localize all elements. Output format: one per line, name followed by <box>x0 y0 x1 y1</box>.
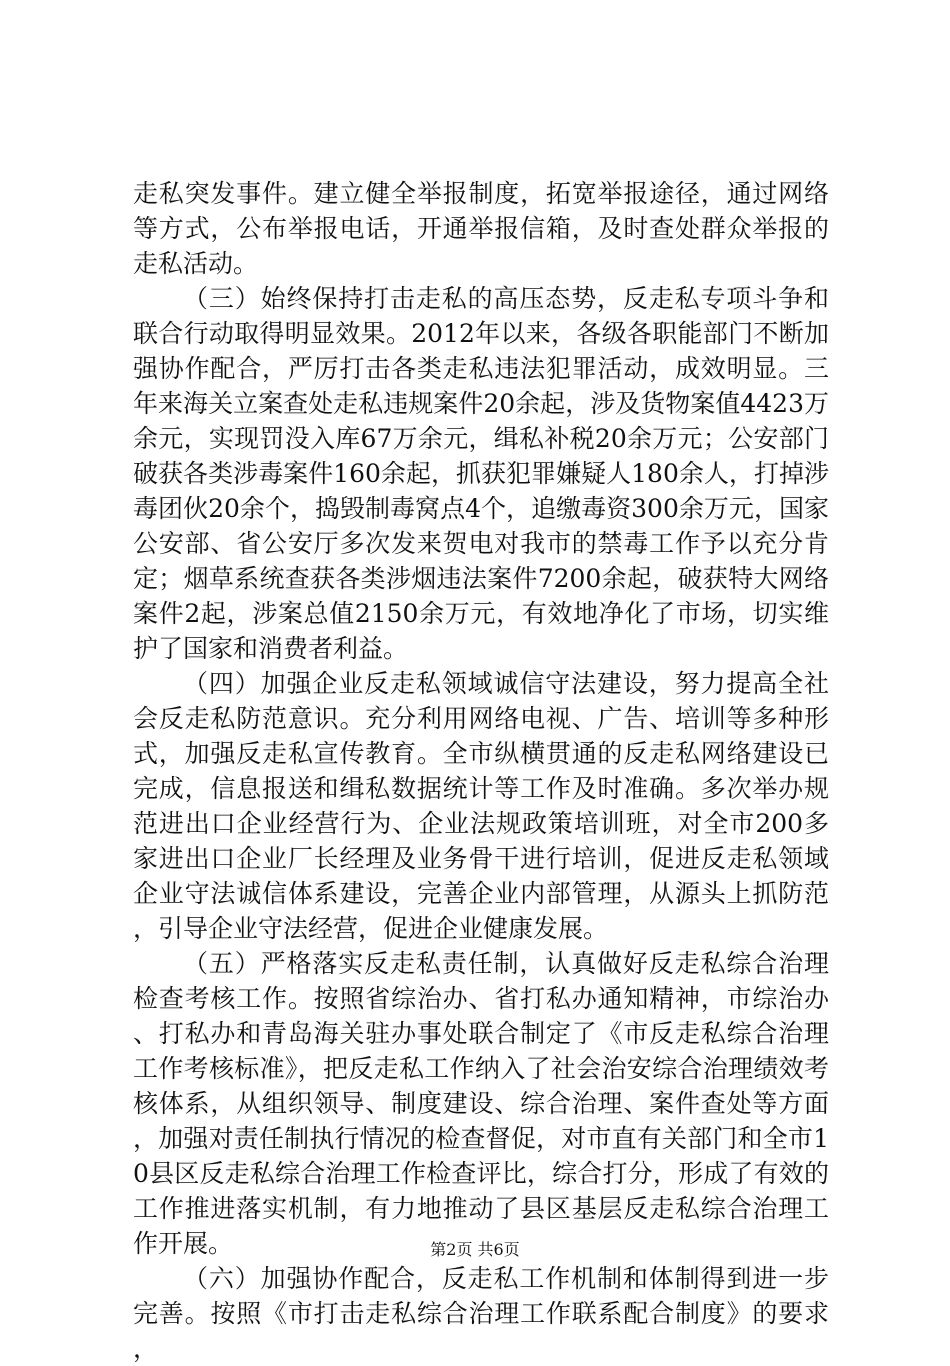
page-number-footer: 第2页 共6页 <box>430 1240 520 1259</box>
paragraph-2: （三）始终保持打击走私的高压态势，反走私专项斗争和联合行动取得明显效果。2012年以来，各级各职能部门不断加强协作配合，严厉打击各类走私违法犯罪活动，成效明显。三年来海关立案查处走私违规案件20余起，涉及货物案值4423万余元，实现罚没入库67万余元，缉私补税20余万元；公安部门破获各类涉毒案件160余起，抓获犯罪嫌疑人180余人，打掉涉毒团伙20余个，捣毁制毒窝点4个，追缴毒资300余万元，国家公安部、省公安厅多次发来贺电对我市的禁毒工作予以充分肯定；烟草系统查获各类涉烟违法案件7200余起，破获特大网络案件2起，涉案总值2150余万元，有效地净化了市场，切实维护了国家和消费者利益。 <box>133 284 829 663</box>
paragraph-1: 走私突发事件。建立健全举报制度，拓宽举报途径，通过网络等方式，公布举报电话，开通举报信箱，及时查处群众举报的走私活动。 <box>133 179 829 278</box>
paragraph-4: （五）严格落实反走私责任制，认真做好反走私综合治理检查考核工作。按照省综治办、省打私办通知精神，市综治办、打私办和青岛海关驻办事处联合制定了《市反走私综合治理工作考核标准》，把反走私工作纳入了社会治安综合治理绩效考核体系，从组织领导、制度建设、综合治理、案件查处等方面，加强对责任制执行情况的检查督促，对市直有关部门和全市10县区反走私综合治理工作检查评比，综合打分，形成了有效的工作推进落实机制，有力地推动了县区基层反走私综合治理工作开展。 <box>133 949 829 1258</box>
document-body <box>133 176 829 1366</box>
paragraph-5: （六）加强协作配合，反走私工作机制和体制得到进一步完善。按照《市打击走私综合治理工作联系配合制度》的要求， <box>133 1264 829 1363</box>
paragraph-3: （四）加强企业反走私领域诚信守法建设，努力提高全社会反走私防范意识。充分利用网络电视、广告、培训等多种形式，加强反走私宣传教育。全市纵横贯通的反走私网络建设已完成，信息报送和缉私数据统计等工作及时准确。多次举办规范进出口企业经营行为、企业法规政策培训班，对全市200多家进出口企业厂长经理及业务骨干进行培训，促进反走私领域企业守法诚信体系建设，完善企业内部管理，从源头上抓防范，引导企业守法经营，促进企业健康发展。 <box>133 669 829 943</box>
